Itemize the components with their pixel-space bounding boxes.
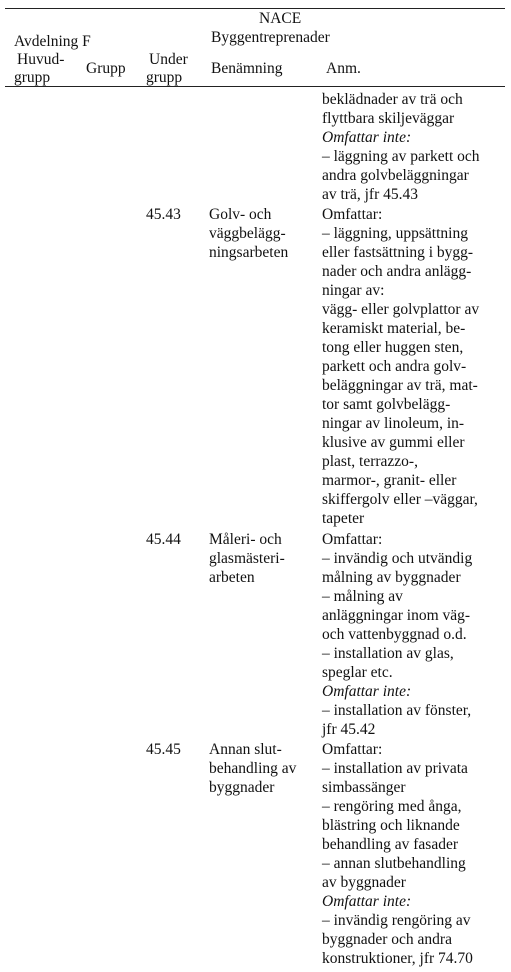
remarks-cell bbox=[322, 205, 507, 528]
benamning-line: byggnader bbox=[209, 779, 275, 796]
benamning-line: Golv- och bbox=[209, 206, 272, 223]
remark-line: – målning av bbox=[322, 588, 403, 605]
remark-line: simbassänger bbox=[322, 779, 406, 796]
undergrupp-label-1: Under bbox=[149, 51, 188, 68]
section-title: Byggentreprenader bbox=[211, 29, 330, 46]
remark-line: – invändig och utvändig bbox=[322, 550, 473, 567]
remark-line: – läggning av parkett och bbox=[322, 148, 480, 165]
huvudgrupp-label-1: Huvud- bbox=[17, 51, 65, 68]
remark-line: – installation av privata bbox=[322, 760, 468, 777]
remark-line: Omfattar inte: bbox=[322, 683, 412, 700]
remark-line: byggnader och andra bbox=[322, 931, 452, 948]
anm-label: Anm. bbox=[326, 60, 361, 77]
remark-line: marmor-, granit- eller bbox=[322, 472, 457, 489]
remark-line: Omfattar: bbox=[322, 531, 383, 548]
remark-line: eller fastsättning i bygg- bbox=[322, 244, 474, 261]
header-bottom-rule bbox=[5, 86, 505, 87]
remark-line: Omfattar: bbox=[322, 741, 383, 758]
continuation-remarks bbox=[322, 90, 507, 204]
remark-line: Omfattar: bbox=[322, 206, 383, 223]
remark-line: tapeter bbox=[322, 510, 365, 527]
benamning-line: glasmästeri- bbox=[209, 550, 285, 567]
remark-line: klusive av gummi eller bbox=[322, 434, 465, 451]
nace-label: NACE bbox=[259, 10, 302, 27]
remark-line: speglar etc. bbox=[322, 664, 393, 681]
remark-line: nader och andra anlägg- bbox=[322, 263, 472, 280]
remark-line: Omfattar inte: bbox=[322, 129, 412, 146]
remark-line: ningar av linoleum, in- bbox=[322, 415, 465, 432]
remark-line: jfr 45.42 bbox=[322, 721, 376, 738]
remark-line: andra golvbeläggningar bbox=[322, 167, 469, 184]
benamning-cell bbox=[209, 530, 319, 587]
remark-line: och vattenbyggnad o.d. bbox=[322, 626, 467, 643]
remark-line: konstruktioner, jfr 74.70 bbox=[322, 950, 473, 967]
benamning-label: Benämning bbox=[211, 60, 283, 77]
remark-line: Omfattar inte: bbox=[322, 893, 412, 910]
remark-line: – rengöring med ånga, bbox=[322, 798, 462, 815]
benamning-line: Måleri- och bbox=[209, 531, 282, 548]
remark-line: – invändig rengöring av bbox=[322, 912, 471, 929]
remark-line: ningar av: bbox=[322, 282, 385, 299]
remark-line: – läggning, uppsättning bbox=[322, 225, 468, 242]
undergrupp-label-2: grupp bbox=[146, 69, 183, 86]
benamning-line: behandling av bbox=[209, 760, 297, 777]
remark-line: parkett och andra golv- bbox=[322, 358, 467, 375]
benamning-line: Annan slut- bbox=[209, 741, 282, 758]
remark-line: plast, terrazzo-, bbox=[322, 453, 418, 470]
header-top-rule bbox=[5, 8, 505, 9]
remark-line: – installation av glas, bbox=[322, 645, 454, 662]
benamning-line: väggbelägg- bbox=[209, 225, 286, 242]
remark-line: tong eller huggen sten, bbox=[322, 339, 464, 356]
remark-line: tor samt golvbelägg- bbox=[322, 396, 451, 413]
remark-line: vägg- eller golvplattor av bbox=[322, 301, 480, 318]
huvudgrupp-label-2: grupp bbox=[14, 69, 51, 86]
undergrupp-code: 45.44 bbox=[146, 531, 181, 548]
undergrupp-code: 45.43 bbox=[146, 206, 181, 223]
undergrupp-code: 45.45 bbox=[146, 741, 181, 758]
remark-line: beklädnader av trä och bbox=[322, 91, 463, 108]
remark-line: – installation av fönster, bbox=[322, 702, 472, 719]
remark-line: av trä, jfr 45.43 bbox=[322, 186, 418, 203]
remark-line: av byggnader bbox=[322, 874, 406, 891]
benamning-cell bbox=[209, 740, 319, 797]
benamning-line: arbeten bbox=[209, 569, 255, 586]
remark-line: keramiskt material, be- bbox=[322, 320, 466, 337]
remark-line: – annan slutbehandling bbox=[322, 855, 466, 872]
remark-line: flyttbara skiljeväggar bbox=[322, 110, 455, 127]
benamning-line: ningsarbeten bbox=[209, 244, 289, 261]
avdelning-label: Avdelning F bbox=[14, 33, 91, 50]
grupp-label: Grupp bbox=[86, 60, 126, 77]
remark-line: behandling av fasader bbox=[322, 836, 458, 853]
remark-line: anläggningar inom väg- bbox=[322, 607, 471, 624]
benamning-cell bbox=[209, 205, 319, 262]
remarks-cell bbox=[322, 530, 507, 739]
remark-line: målning av byggnader bbox=[322, 569, 461, 586]
remark-line: blästring och liknande bbox=[322, 817, 460, 834]
remarks-cell bbox=[322, 740, 507, 968]
remark-line: skiffergolv eller –väggar, bbox=[322, 491, 478, 508]
remark-line: beläggningar av trä, mat- bbox=[322, 377, 478, 394]
